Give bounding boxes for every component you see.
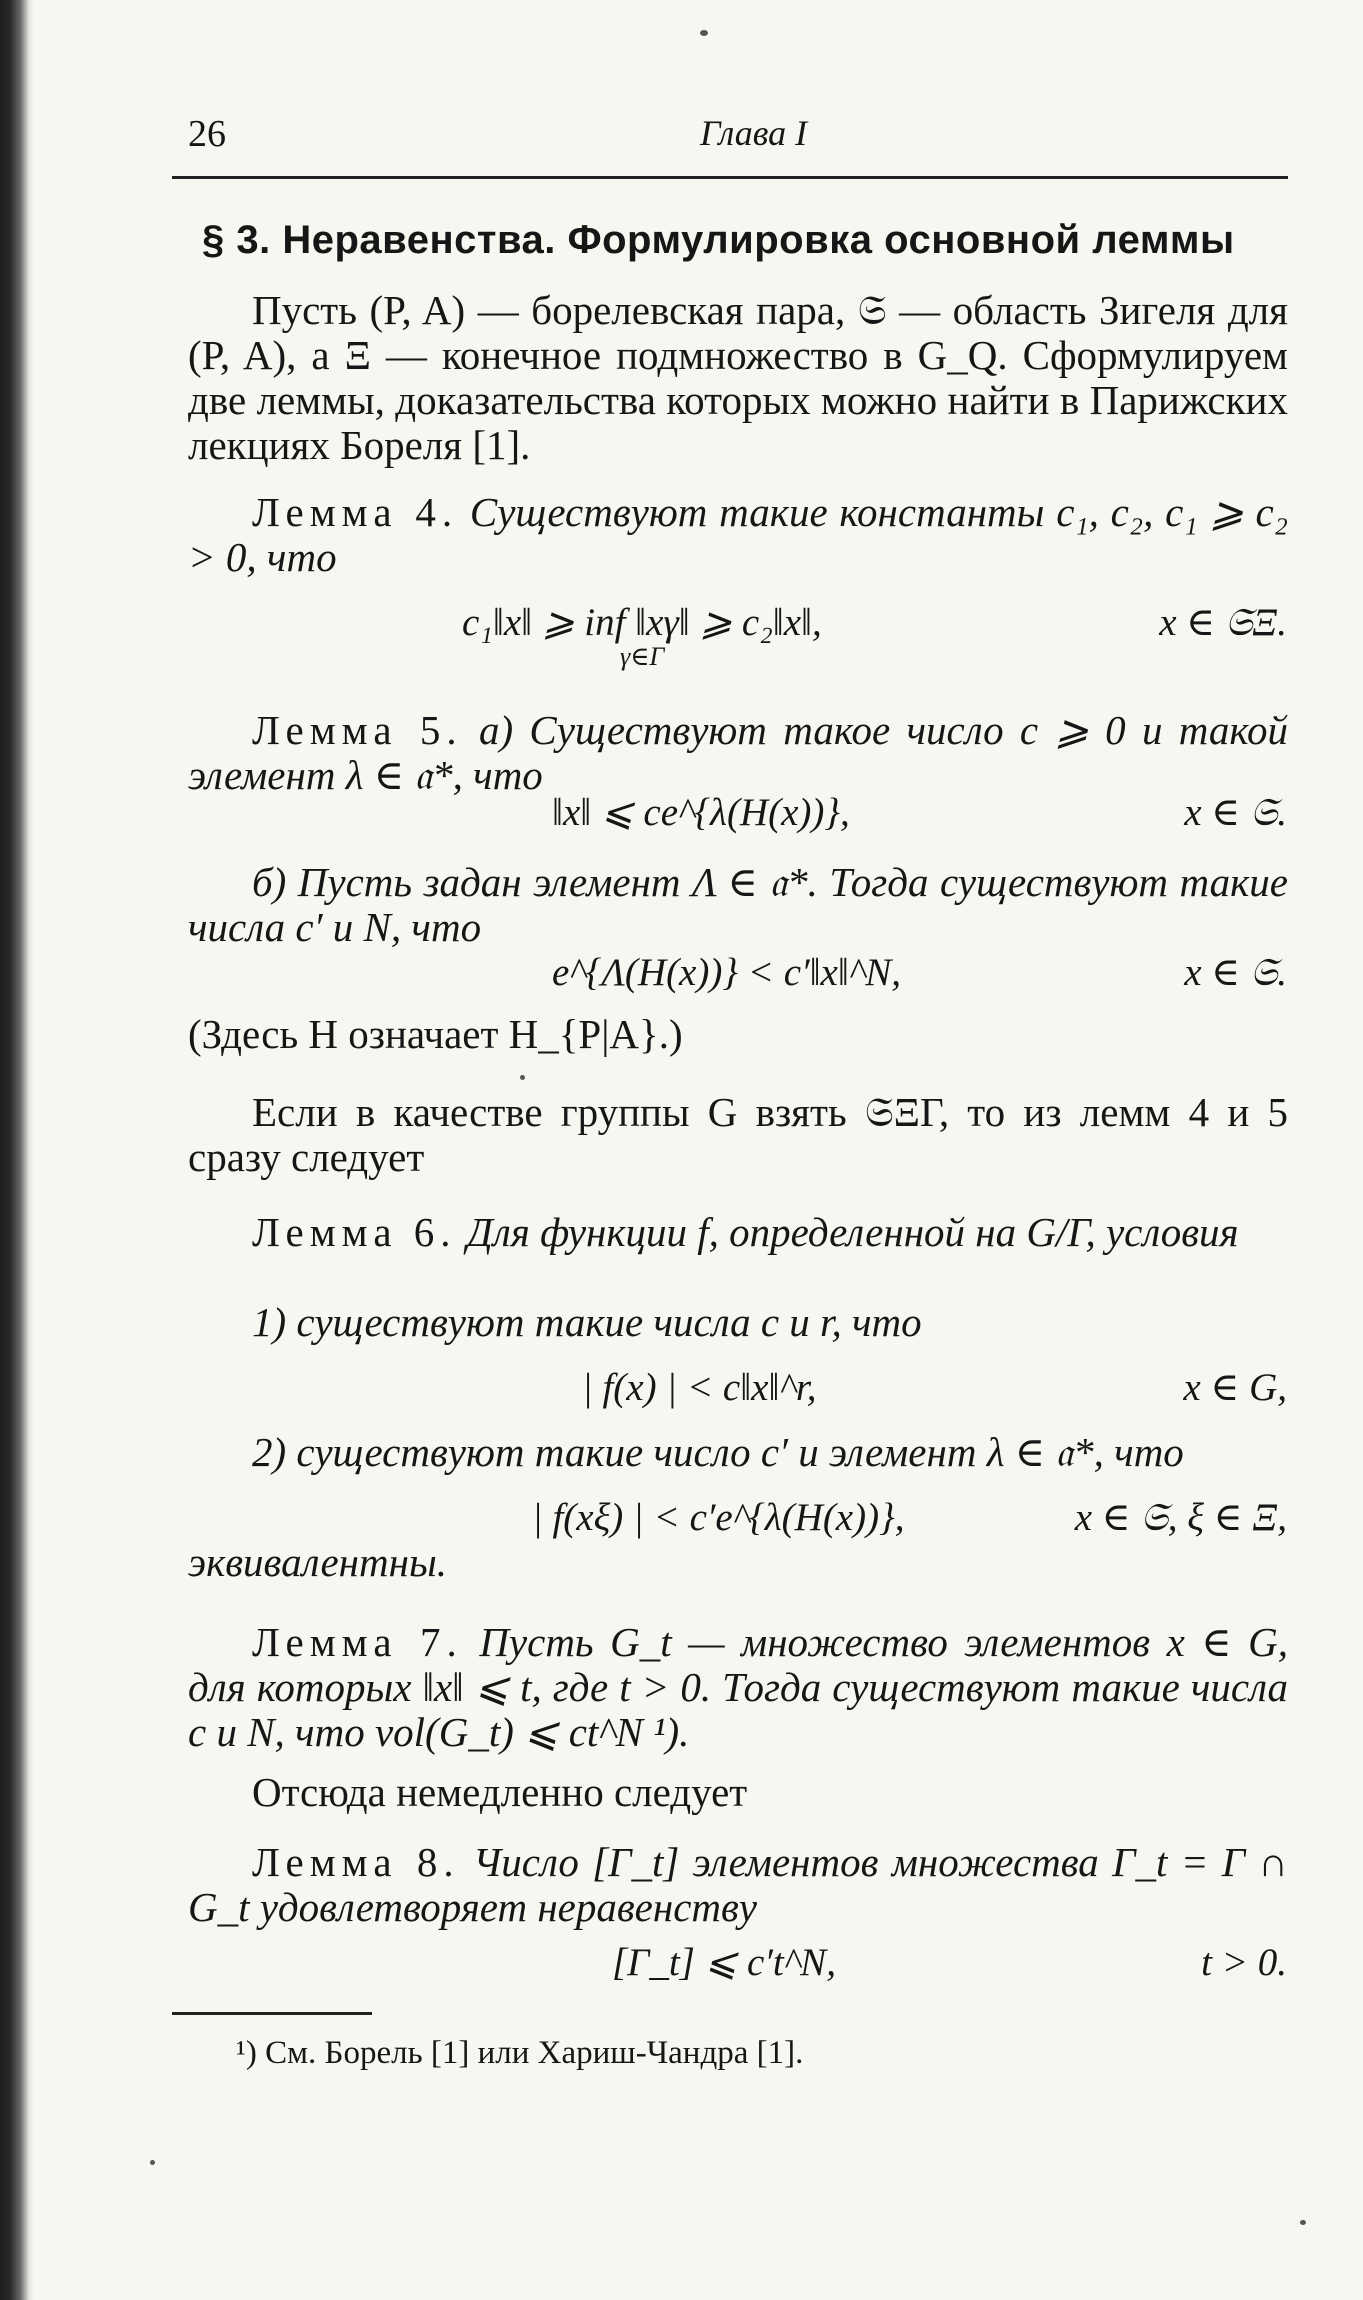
scan-speck: [150, 2160, 155, 2165]
lemma-5-label: Лемма 5.: [252, 707, 463, 753]
lemma-4-formula-subscript: γ∈Γ: [620, 642, 665, 671]
lemma-6-statement: Для функции f, определенной на G/Γ, условия: [466, 1209, 1239, 1255]
lemma-6-label: Лемма 6.: [252, 1209, 457, 1255]
lemma-5-formula-b: e^{Λ(H(x))} < c′‖x‖^N,: [552, 951, 902, 994]
lemma-8-label: Лемма 8.: [252, 1839, 460, 1885]
lemma-7-statement: Пусть G_t — множество элементов x ∈ G, для которых ‖x‖ ⩽ t, где t > 0. Тогда существуют такие числа c и N, что vol(G_t) ⩽ ct^N ¹).: [188, 1619, 1289, 1755]
lemma-7: [188, 1620, 1288, 1755]
lemma-4-formula: c₁‖x‖ ⩾ inf ‖xγ‖ ⩾ c₂‖x‖,: [462, 601, 822, 644]
header-rule: [172, 176, 1288, 179]
page-header: [188, 112, 1288, 172]
lemma-6-formula-2: | f(xξ) | < c′e^{λ(H(x))},: [532, 1496, 905, 1539]
intro-paragraph: Пусть (P, A) — борелевская пара, 𝔖 — область Зигеля для (P, A), а Ξ — конечное подмножество в G_Q. Сформулируем две леммы, доказательства которых можно найти в Парижских лекциях Бореля [1].: [188, 287, 1288, 468]
lemma-6-item-2: 2) существуют такие число c′ и элемент λ ∈ 𝔞*, что: [252, 1429, 1184, 1475]
lemma-4-statement: Существуют такие константы c₁, c₂, c₁ ⩾ c₂ > 0, что: [188, 489, 1288, 580]
lemma-5-formula-a: ‖x‖ ⩽ ce^{λ(H(x))},: [552, 791, 850, 834]
section-title: § 3. Неравенства. Формулировка основной леммы: [202, 218, 1235, 262]
page-number: 26: [188, 113, 226, 155]
chapter-title: Глава I: [700, 113, 808, 153]
lemma-7-label: Лемма 7.: [252, 1619, 463, 1665]
lemma-4-label: Лемма 4.: [252, 489, 459, 535]
transition-paragraph-1: Если в качестве группы G взять 𝔖ΞΓ, то из лемм 4 и 5 сразу следует: [188, 1089, 1288, 1180]
scan-speck: [700, 30, 708, 36]
lemma-8-condition: t > 0.: [1201, 1941, 1287, 1984]
lemma-5: [188, 708, 1288, 798]
scan-speck: [1300, 2220, 1306, 2225]
lemma-6-formula-1: | f(x) | < c‖x‖^r,: [582, 1366, 817, 1409]
lemma-8-formula: [Γ_t] ⩽ c′t^N,: [612, 1941, 836, 1984]
lemma-6-condition-2: x ∈ 𝔖, ξ ∈ Ξ,: [1074, 1496, 1287, 1539]
lemma-4-condition: x ∈ 𝔖Ξ.: [1159, 601, 1287, 644]
transition-paragraph-2: Отсюда немедленно следует: [252, 1769, 748, 1815]
lemma-5-condition-a: x ∈ 𝔖.: [1184, 791, 1287, 834]
book-spine-shadow: [0, 0, 34, 2300]
footnote: ¹) См. Борель [1] или Хариш-Чандра [1].: [236, 2035, 804, 2071]
lemma-8-statement: Число [Γ_t] элементов множества Γ_t = Γ ∩ G_t удовлетворяет неравенству: [188, 1839, 1288, 1930]
footnote-rule: [172, 2012, 372, 2015]
lemma-6-conclusion: эквивалентны.: [188, 1539, 447, 1585]
lemma-6-item-1: 1) существуют такие числа c и r, что: [252, 1299, 922, 1345]
lemma-5-note: (Здесь H означает H_{P|A}.): [188, 1011, 683, 1057]
lemma-6: [188, 1210, 1288, 1255]
lemma-6-condition-1: x ∈ G,: [1183, 1366, 1287, 1409]
book-page: [172, 100, 1287, 2250]
lemma-4: [188, 490, 1288, 580]
lemma-5-part-b: б) Пусть задан элемент Λ ∈ 𝔞*. Тогда существуют такие числа c′ и N, что: [188, 859, 1288, 950]
lemma-5-part-a: а) Существуют такое число c ⩾ 0 и такой элемент λ ∈ 𝔞*, что: [188, 707, 1288, 798]
lemma-8: [188, 1840, 1288, 1930]
lemma-5-condition-b: x ∈ 𝔖.: [1184, 951, 1287, 994]
